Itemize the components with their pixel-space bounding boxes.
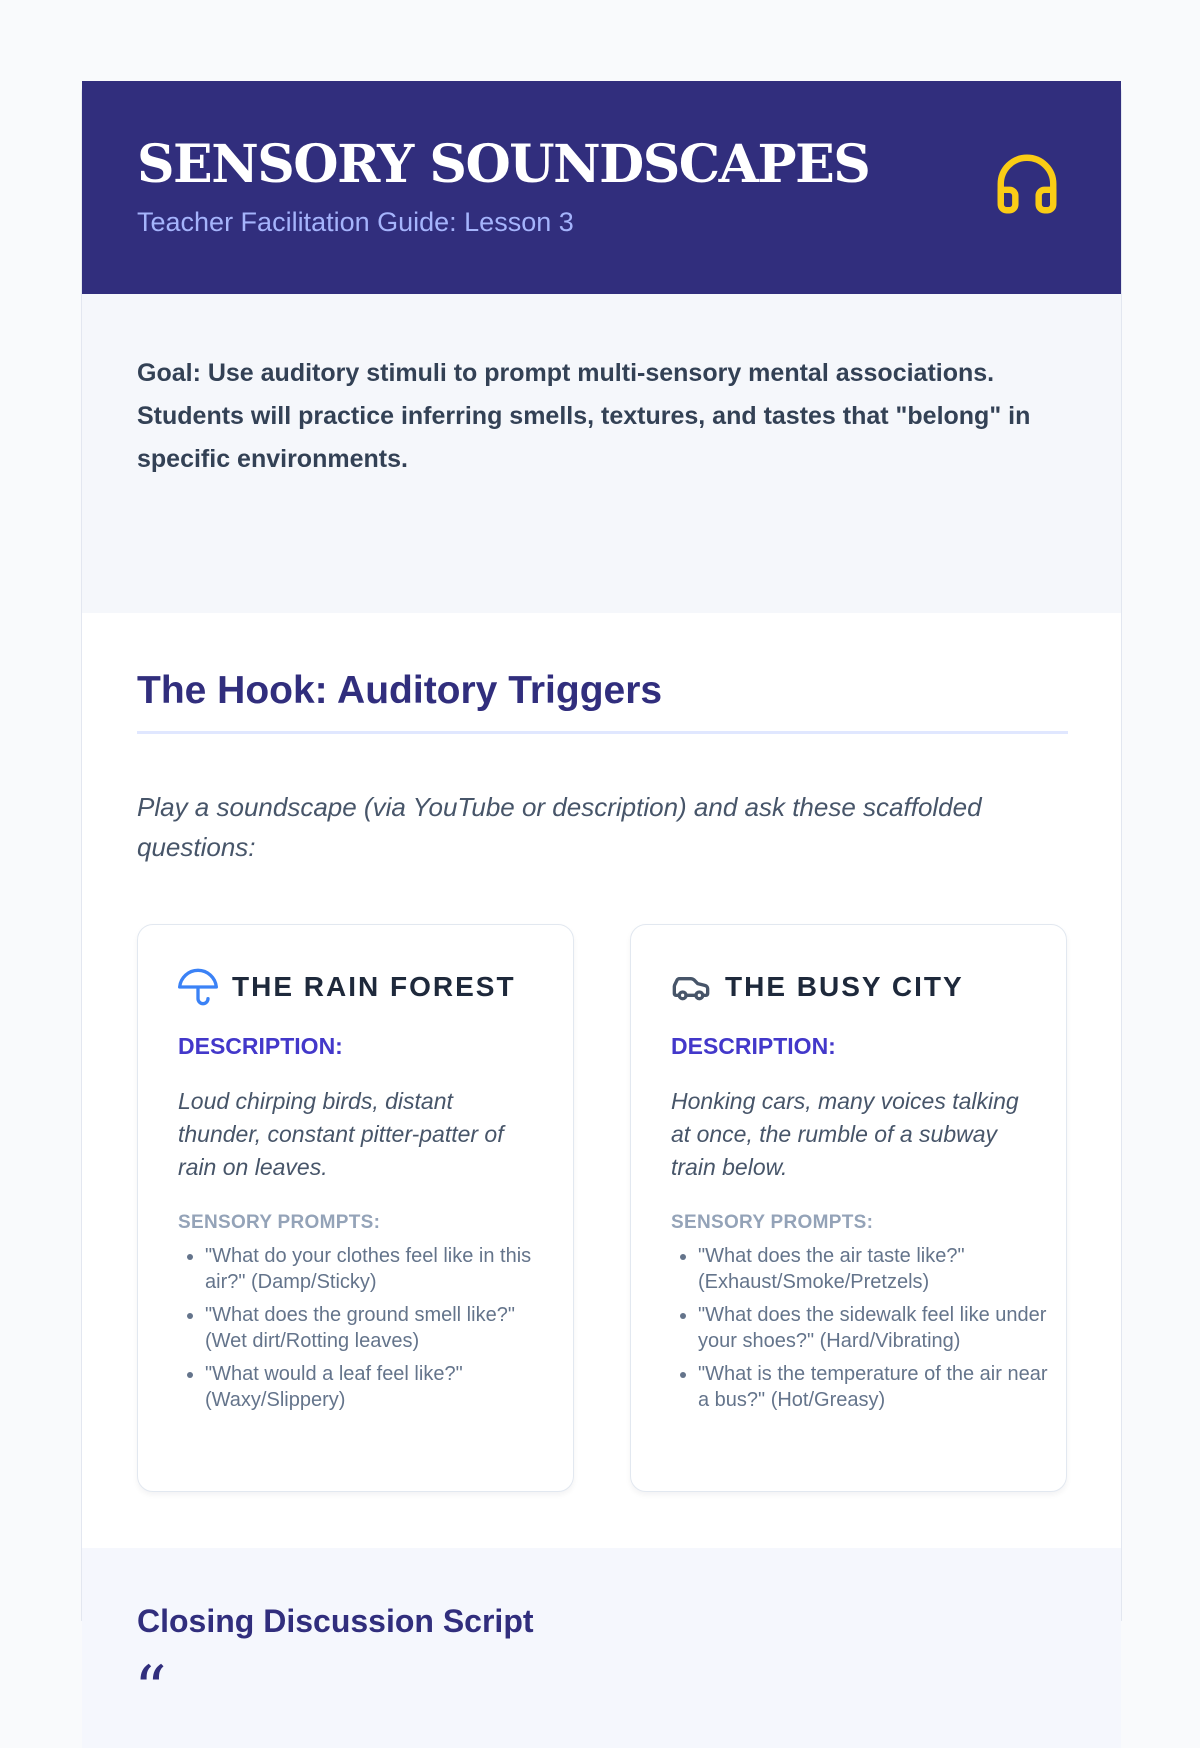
goal-section	[82, 294, 1121, 613]
page-header	[82, 81, 1121, 294]
list-item: • "What do your clothes feel like in this air?" (Damp/Sticky)	[205, 1243, 560, 1295]
quote-mark: “	[134, 1653, 167, 1727]
sensory-prompts-list	[671, 1243, 1053, 1420]
closing-title: Closing Discussion Script	[137, 1603, 534, 1639]
environment-header	[178, 967, 516, 1007]
list-item: • "What would a leaf feel like?" (Waxy/Slippery)	[205, 1361, 560, 1413]
sensory-prompts-label: SENSORY PROMPTS:	[671, 1212, 874, 1233]
closing-section	[82, 1548, 1121, 1748]
goal-text: Goal: Use auditory stimuli to prompt multi-sensory mental associations. Students will practice inferring smells, textures, and tastes that "belong" in specific environments.	[137, 359, 1031, 473]
page-title: SENSORY SOUNDSCAPES	[137, 134, 870, 195]
headphones-icon	[992, 149, 1062, 219]
description-text: Loud chirping birds, distant thunder, constant pitter-patter of rain on leaves.	[178, 1088, 504, 1180]
description-label: DESCRIPTION:	[178, 1033, 343, 1059]
environment-header	[671, 967, 964, 1007]
car-icon	[671, 967, 711, 1007]
description-label: DESCRIPTION:	[671, 1033, 836, 1059]
lesson-card	[81, 81, 1122, 1727]
environment-card-busy-city	[630, 924, 1067, 1492]
list-item: • "What does the air taste like?" (Exhaust/Smoke/Pretzels)	[698, 1243, 1053, 1295]
list-item: • "What does the ground smell like?" (Wet dirt/Rotting leaves)	[205, 1302, 560, 1354]
hook-title: The Hook: Auditory Triggers	[137, 671, 1068, 734]
page-subtitle: Teacher Facilitation Guide: Lesson 3	[137, 207, 574, 237]
list-item: • "What is the temperature of the air near a bus?" (Hot/Greasy)	[698, 1361, 1053, 1413]
environment-name: THE RAIN FOREST	[232, 971, 516, 1002]
sensory-prompts-list	[178, 1243, 560, 1420]
environment-name: THE BUSY CITY	[725, 971, 964, 1002]
hook-intro: Play a soundscape (via YouTube or description) and ask these scaffolded questions:	[137, 792, 982, 862]
description-text: Honking cars, many voices talking at once, the rumble of a subway train below.	[671, 1088, 1019, 1180]
sensory-prompts-label: SENSORY PROMPTS:	[178, 1212, 381, 1233]
environment-card-rain-forest	[137, 924, 574, 1492]
umbrella-icon	[178, 967, 218, 1007]
list-item: • "What does the sidewalk feel like under your shoes?" (Hard/Vibrating)	[698, 1302, 1053, 1354]
